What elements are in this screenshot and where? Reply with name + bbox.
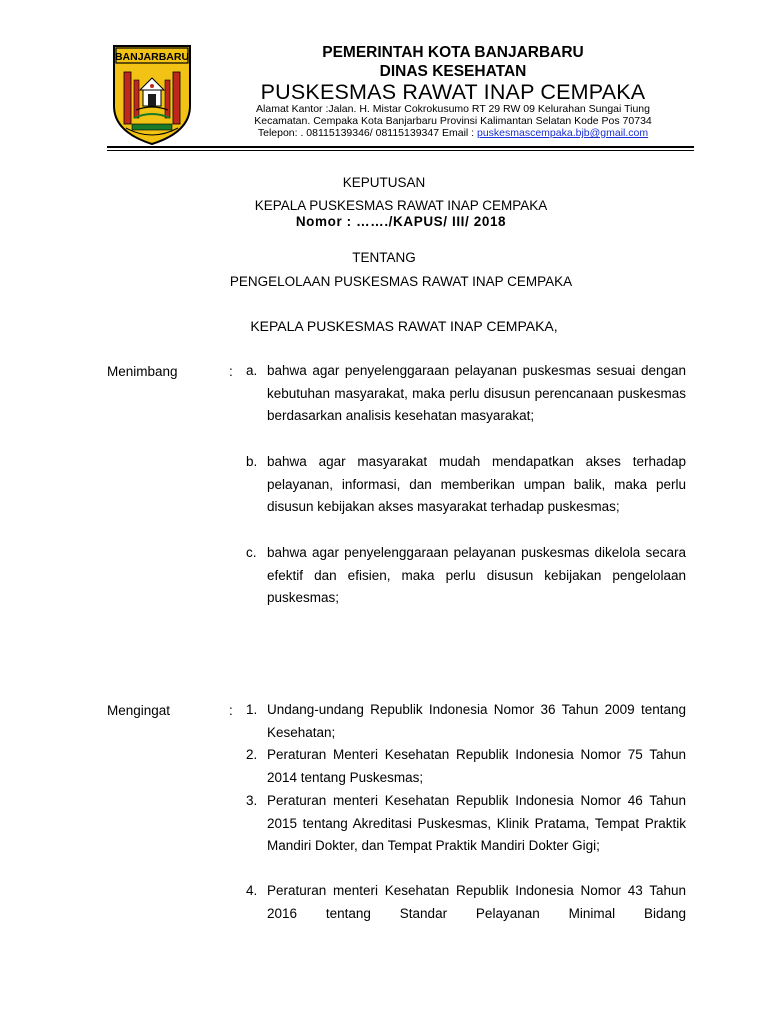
letterhead-divider-thin xyxy=(107,150,694,151)
decree-issuer: KEPALA PUSKESMAS RAWAT INAP CEMPAKA xyxy=(254,198,548,213)
banjarbaru-emblem-logo xyxy=(112,44,192,146)
item-marker: 1. xyxy=(246,702,258,717)
item-marker: b. xyxy=(246,454,258,469)
menimbang-label: Menimbang xyxy=(107,364,178,379)
item-text: bahwa agar masyarakat mudah mendapatkan akses terhadap pelayanan, informasi, dan memberikan umpan balik, maka perlu disusun kebijakan akses masyarakat terhadap puskesmas; xyxy=(267,454,686,515)
item-marker: 3. xyxy=(246,793,258,808)
email-link[interactable]: puskesmascempaka.bjb@gmail.com xyxy=(476,127,649,139)
item-marker: 4. xyxy=(246,883,258,898)
address-line-1: Alamat Kantor :Jalan. H. Mistar Cokrokusumo RT 29 RW 09 Kelurahan Sungai Tiung xyxy=(256,103,650,115)
contact-line xyxy=(218,127,688,139)
menimbang-item-a xyxy=(246,360,686,428)
department-name: DINAS KESEHATAN xyxy=(379,63,527,80)
government-name: PEMERINTAH KOTA BANJARBARU xyxy=(322,44,584,61)
item-text: Peraturan menteri Kesehatan Republik Indonesia Nomor 43 Tahun 2016 tentang Standar Pelayanan Minimal Bidang xyxy=(267,883,686,921)
menimbang-item-c xyxy=(246,542,686,610)
item-text: bahwa agar penyelenggaraan pelayanan puskesmas sesuai dengan kebutuhan masyarakat, maka perlu disusun perencanaan puskesmas berdasarkan analisis kesehatan masyarakat; xyxy=(267,363,686,424)
item-text: Peraturan menteri Kesehatan Republik Indonesia Nomor 46 Tahun 2015 tentang Akreditasi Puskesmas, Klinik Pratama, Tempat Praktik Mandiri Dokter, dan Tempat Praktik Mandiri Dokter Gigi; xyxy=(267,793,686,854)
decree-topic: PENGELOLAAN PUSKESMAS RAWAT INAP CEMPAKA xyxy=(229,274,573,289)
menimbang-item-b xyxy=(246,451,686,519)
item-text: Peraturan Menteri Kesehatan Republik Indonesia Nomor 75 Tahun 2014 tentang Puskesmas; xyxy=(267,747,686,785)
mengingat-colon: : xyxy=(229,703,233,718)
institution-name: PUSKESMAS RAWAT INAP CEMPAKA xyxy=(260,80,646,104)
item-text: Undang-undang Republik Indonesia Nomor 36 Tahun 2009 tentang Kesehatan; xyxy=(267,702,686,740)
item-marker: 2. xyxy=(246,747,258,762)
item-text: bahwa agar penyelenggaraan pelayanan puskesmas dikelola secara efektif dan efisien, maka perlu disusun kebijakan pengelolaan puskesmas; xyxy=(267,545,686,606)
mengingat-item-2 xyxy=(246,744,686,789)
mengingat-item-4 xyxy=(246,880,686,925)
mengingat-item-1 xyxy=(246,699,686,744)
decree-title: KEPUTUSAN xyxy=(342,175,426,190)
mengingat-label: Mengingat xyxy=(107,703,171,718)
decree-number: Nomor : ……./KAPUS/ III/ 2018 xyxy=(295,214,507,229)
menimbang-colon: : xyxy=(229,364,233,379)
logo-lettering: BANJARBARU xyxy=(114,51,190,63)
mengingat-item-3 xyxy=(246,790,686,858)
item-marker: c. xyxy=(246,545,257,560)
decree-about-label: TENTANG xyxy=(352,250,416,265)
item-marker: a. xyxy=(246,363,258,378)
address-line-2: Kecamatan. Cempaka Kota Banjarbaru Provinsi Kalimantan Selatan Kode Pos 70734 xyxy=(254,115,652,127)
decree-issuer-preamble: KEPALA PUSKESMAS RAWAT INAP CEMPAKA, xyxy=(250,318,558,334)
letterhead-divider-thick xyxy=(107,146,694,148)
contact-phones: Telepon: . 08115139346/ 08115139347 Email : xyxy=(257,127,477,139)
